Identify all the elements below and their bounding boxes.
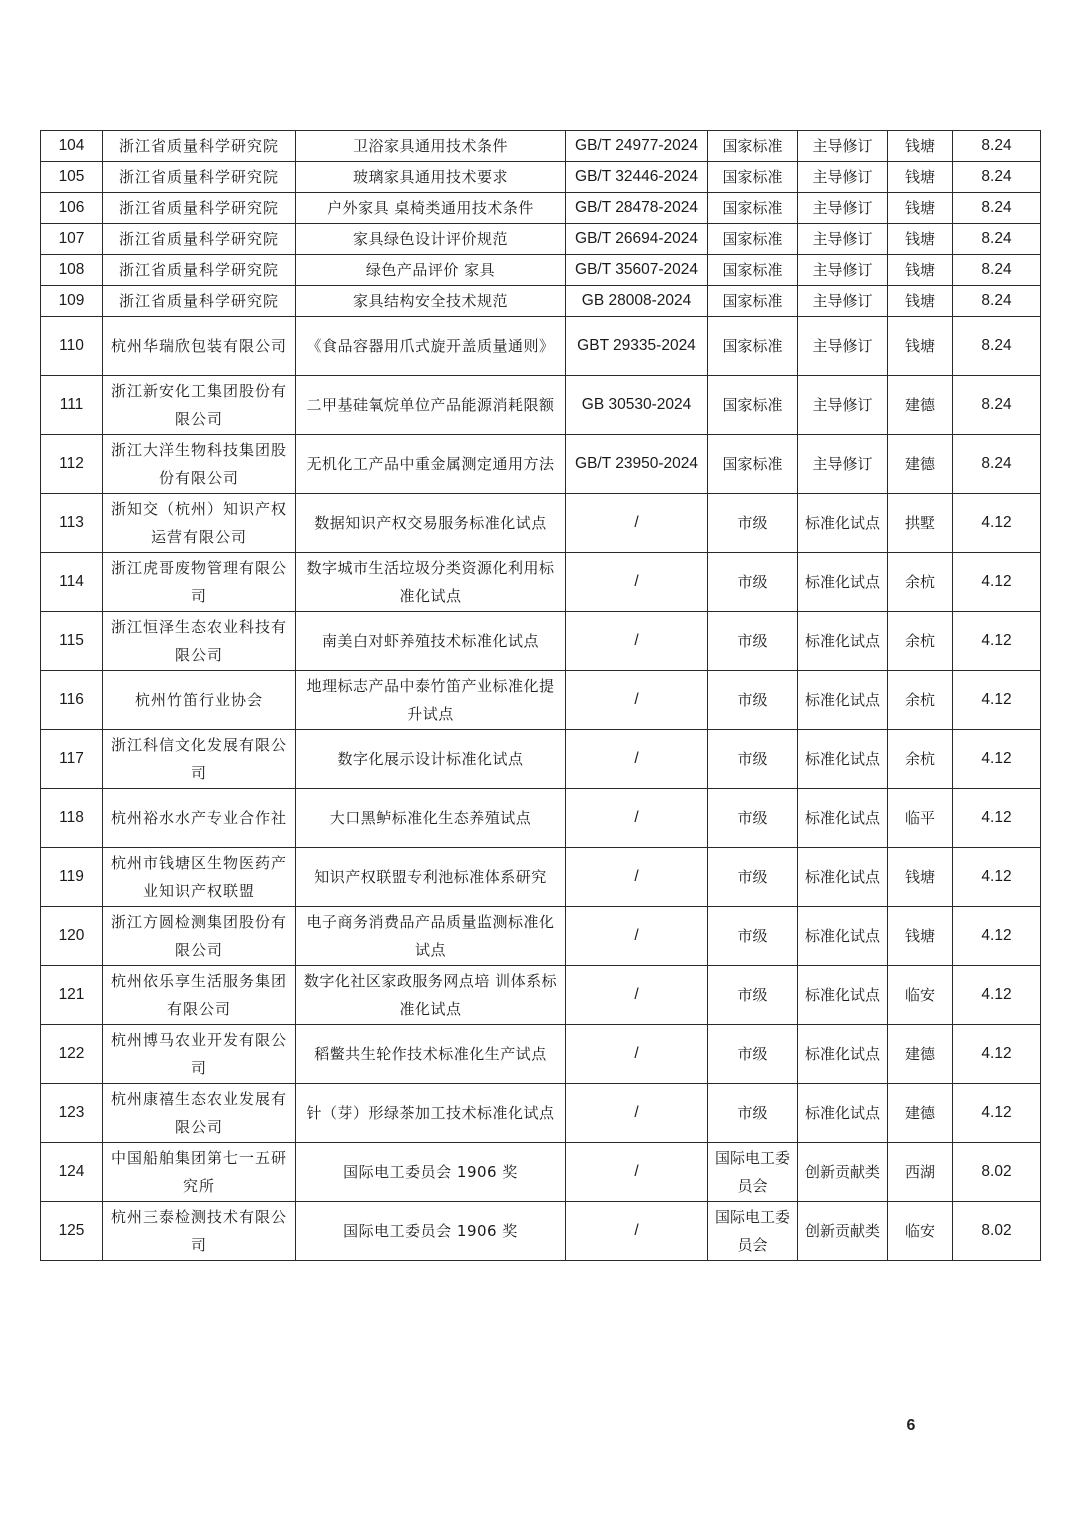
district-cell: 余杭 [888, 671, 953, 730]
organization-cell: 杭州竹笛行业协会 [103, 671, 296, 730]
organization-cell: 浙江虎哥废物管理有限公司 [103, 553, 296, 612]
district-cell: 余杭 [888, 553, 953, 612]
score-cell: 4.12 [953, 1025, 1041, 1084]
standard-code-cell: GB/T 32446-2024 [566, 162, 708, 193]
organization-cell: 浙江省质量科学研究院 [103, 193, 296, 224]
level-cell: 市级 [708, 553, 798, 612]
row-number: 118 [41, 789, 103, 848]
row-number: 106 [41, 193, 103, 224]
standard-code-cell: GB 28008-2024 [566, 286, 708, 317]
organization-cell: 中国船舶集团第七一五研究所 [103, 1143, 296, 1202]
table-row [41, 224, 1041, 255]
table-row [41, 730, 1041, 789]
level-cell: 国家标准 [708, 435, 798, 494]
score-cell: 8.02 [953, 1202, 1041, 1261]
standard-code-cell: GBT 29335-2024 [566, 317, 708, 376]
standard-code-cell: / [566, 1084, 708, 1143]
table-row [41, 907, 1041, 966]
title-cell: 针（芽）形绿茶加工技术标准化试点 [296, 1084, 566, 1143]
district-cell: 钱塘 [888, 193, 953, 224]
row-number: 116 [41, 671, 103, 730]
level-cell: 市级 [708, 966, 798, 1025]
organization-cell: 杭州华瑞欣包装有限公司 [103, 317, 296, 376]
district-cell: 钱塘 [888, 162, 953, 193]
table-row [41, 131, 1041, 162]
row-number: 125 [41, 1202, 103, 1261]
standard-code-cell: / [566, 1202, 708, 1261]
standard-code-cell: / [566, 907, 708, 966]
row-number: 111 [41, 376, 103, 435]
organization-cell: 杭州康禧生态农业发展有限公司 [103, 1084, 296, 1143]
level-cell: 市级 [708, 1084, 798, 1143]
title-cell: 数字城市生活垃圾分类资源化利用标准化试点 [296, 553, 566, 612]
organization-cell: 浙江恒泽生态农业科技有限公司 [103, 612, 296, 671]
score-cell: 8.24 [953, 435, 1041, 494]
score-cell: 4.12 [953, 612, 1041, 671]
row-number: 123 [41, 1084, 103, 1143]
title-cell: 大口黑鲈标准化生态养殖试点 [296, 789, 566, 848]
title-cell: 地理标志产品中泰竹笛产业标准化提升试点 [296, 671, 566, 730]
score-cell: 8.24 [953, 317, 1041, 376]
standard-code-cell: / [566, 671, 708, 730]
standard-code-cell: GB/T 28478-2024 [566, 193, 708, 224]
type-cell: 标准化试点 [798, 612, 888, 671]
level-cell: 国家标准 [708, 162, 798, 193]
title-cell: 玻璃家具通用技术要求 [296, 162, 566, 193]
row-number: 110 [41, 317, 103, 376]
type-cell: 标准化试点 [798, 1084, 888, 1143]
district-cell: 钱塘 [888, 317, 953, 376]
organization-cell: 浙江方圆检测集团股份有限公司 [103, 907, 296, 966]
row-number: 107 [41, 224, 103, 255]
type-cell: 主导修订 [798, 162, 888, 193]
type-cell: 标准化试点 [798, 1025, 888, 1084]
title-cell: 家具绿色设计评价规范 [296, 224, 566, 255]
type-cell: 主导修订 [798, 286, 888, 317]
score-cell: 4.12 [953, 553, 1041, 612]
table-row [41, 317, 1041, 376]
score-cell: 8.24 [953, 255, 1041, 286]
table-body [41, 131, 1041, 1261]
row-number: 119 [41, 848, 103, 907]
type-cell: 主导修订 [798, 376, 888, 435]
type-cell: 标准化试点 [798, 907, 888, 966]
level-cell: 市级 [708, 1025, 798, 1084]
level-cell: 国际电工委员会 [708, 1202, 798, 1261]
level-cell: 国家标准 [708, 131, 798, 162]
table-row [41, 1084, 1041, 1143]
row-number: 122 [41, 1025, 103, 1084]
organization-cell: 杭州依乐享生活服务集团有限公司 [103, 966, 296, 1025]
level-cell: 市级 [708, 789, 798, 848]
title-cell: 数据知识产权交易服务标准化试点 [296, 494, 566, 553]
title-cell: 户外家具 桌椅类通用技术条件 [296, 193, 566, 224]
title-cell: 数字化展示设计标准化试点 [296, 730, 566, 789]
level-cell: 国家标准 [708, 255, 798, 286]
type-cell: 创新贡献类 [798, 1143, 888, 1202]
district-cell: 西湖 [888, 1143, 953, 1202]
standard-code-cell: / [566, 789, 708, 848]
standard-code-cell: GB/T 23950-2024 [566, 435, 708, 494]
score-cell: 8.24 [953, 131, 1041, 162]
district-cell: 建德 [888, 1025, 953, 1084]
title-cell: 《食品容器用爪式旋开盖质量通则》 [296, 317, 566, 376]
table-row [41, 671, 1041, 730]
type-cell: 标准化试点 [798, 848, 888, 907]
district-cell: 拱墅 [888, 494, 953, 553]
standard-code-cell: / [566, 494, 708, 553]
standard-code-cell: / [566, 730, 708, 789]
row-number: 117 [41, 730, 103, 789]
table-row [41, 1143, 1041, 1202]
standard-code-cell: / [566, 1143, 708, 1202]
score-cell: 4.12 [953, 907, 1041, 966]
score-cell: 4.12 [953, 671, 1041, 730]
organization-cell: 浙江省质量科学研究院 [103, 255, 296, 286]
score-cell: 8.24 [953, 224, 1041, 255]
standard-code-cell: / [566, 848, 708, 907]
type-cell: 主导修订 [798, 193, 888, 224]
level-cell: 国家标准 [708, 193, 798, 224]
title-cell: 国际电工委员会 1906 奖 [296, 1143, 566, 1202]
table-row [41, 1202, 1041, 1261]
table-row [41, 494, 1041, 553]
type-cell: 主导修订 [798, 317, 888, 376]
standard-code-cell: / [566, 612, 708, 671]
table-row [41, 435, 1041, 494]
table-row [41, 612, 1041, 671]
table-row [41, 789, 1041, 848]
title-cell: 家具结构安全技术规范 [296, 286, 566, 317]
title-cell: 国际电工委员会 1906 奖 [296, 1202, 566, 1261]
title-cell: 稻鳖共生轮作技术标准化生产试点 [296, 1025, 566, 1084]
table-row [41, 553, 1041, 612]
organization-cell: 浙江新安化工集团股份有限公司 [103, 376, 296, 435]
district-cell: 钱塘 [888, 224, 953, 255]
organization-cell: 杭州三泰检测技术有限公司 [103, 1202, 296, 1261]
level-cell: 国家标准 [708, 224, 798, 255]
row-number: 115 [41, 612, 103, 671]
type-cell: 标准化试点 [798, 966, 888, 1025]
type-cell: 标准化试点 [798, 494, 888, 553]
organization-cell: 浙江省质量科学研究院 [103, 286, 296, 317]
row-number: 105 [41, 162, 103, 193]
district-cell: 钱塘 [888, 848, 953, 907]
standard-code-cell: / [566, 1025, 708, 1084]
type-cell: 标准化试点 [798, 789, 888, 848]
district-cell: 钱塘 [888, 131, 953, 162]
score-cell: 8.24 [953, 193, 1041, 224]
page-number: 6 [906, 1417, 916, 1434]
district-cell: 建德 [888, 1084, 953, 1143]
organization-cell: 杭州裕水水产专业合作社 [103, 789, 296, 848]
level-cell: 市级 [708, 730, 798, 789]
table-row [41, 193, 1041, 224]
type-cell: 主导修订 [798, 224, 888, 255]
score-cell: 4.12 [953, 1084, 1041, 1143]
organization-cell: 杭州市钱塘区生物医药产业知识产权联盟 [103, 848, 296, 907]
level-cell: 国家标准 [708, 376, 798, 435]
district-cell: 钱塘 [888, 255, 953, 286]
row-number: 113 [41, 494, 103, 553]
row-number: 108 [41, 255, 103, 286]
type-cell: 标准化试点 [798, 671, 888, 730]
level-cell: 国家标准 [708, 317, 798, 376]
organization-cell: 浙江科信文化发展有限公司 [103, 730, 296, 789]
score-cell: 4.12 [953, 848, 1041, 907]
title-cell: 卫浴家具通用技术条件 [296, 131, 566, 162]
row-number: 120 [41, 907, 103, 966]
table-row [41, 376, 1041, 435]
organization-cell: 杭州博马农业开发有限公司 [103, 1025, 296, 1084]
title-cell: 南美白对虾养殖技术标准化试点 [296, 612, 566, 671]
score-cell: 4.12 [953, 494, 1041, 553]
level-cell: 市级 [708, 907, 798, 966]
table-row [41, 162, 1041, 193]
type-cell: 标准化试点 [798, 553, 888, 612]
district-cell: 临平 [888, 789, 953, 848]
level-cell: 市级 [708, 848, 798, 907]
organization-cell: 浙江省质量科学研究院 [103, 162, 296, 193]
standards-table [40, 130, 1041, 1261]
title-cell: 二甲基硅氧烷单位产品能源消耗限额 [296, 376, 566, 435]
score-cell: 4.12 [953, 966, 1041, 1025]
district-cell: 临安 [888, 966, 953, 1025]
table-row [41, 966, 1041, 1025]
level-cell: 市级 [708, 671, 798, 730]
type-cell: 主导修订 [798, 435, 888, 494]
score-cell: 8.24 [953, 162, 1041, 193]
table-row [41, 286, 1041, 317]
score-cell: 8.02 [953, 1143, 1041, 1202]
title-cell: 无机化工产品中重金属测定通用方法 [296, 435, 566, 494]
level-cell: 市级 [708, 494, 798, 553]
standard-code-cell: GB/T 35607-2024 [566, 255, 708, 286]
organization-cell: 浙知交（杭州）知识产权运营有限公司 [103, 494, 296, 553]
standard-code-cell: GB/T 24977-2024 [566, 131, 708, 162]
level-cell: 市级 [708, 612, 798, 671]
row-number: 104 [41, 131, 103, 162]
organization-cell: 浙江大洋生物科技集团股份有限公司 [103, 435, 296, 494]
district-cell: 余杭 [888, 730, 953, 789]
score-cell: 4.12 [953, 789, 1041, 848]
row-number: 124 [41, 1143, 103, 1202]
row-number: 121 [41, 966, 103, 1025]
district-cell: 钱塘 [888, 286, 953, 317]
type-cell: 创新贡献类 [798, 1202, 888, 1261]
score-cell: 8.24 [953, 376, 1041, 435]
title-cell: 数字化社区家政服务网点培 训体系标准化试点 [296, 966, 566, 1025]
level-cell: 国际电工委员会 [708, 1143, 798, 1202]
table-row [41, 1025, 1041, 1084]
type-cell: 主导修订 [798, 255, 888, 286]
district-cell: 余杭 [888, 612, 953, 671]
district-cell: 钱塘 [888, 907, 953, 966]
score-cell: 8.24 [953, 286, 1041, 317]
row-number: 109 [41, 286, 103, 317]
organization-cell: 浙江省质量科学研究院 [103, 224, 296, 255]
district-cell: 建德 [888, 435, 953, 494]
organization-cell: 浙江省质量科学研究院 [103, 131, 296, 162]
type-cell: 标准化试点 [798, 730, 888, 789]
score-cell: 4.12 [953, 730, 1041, 789]
standard-code-cell: / [566, 553, 708, 612]
title-cell: 绿色产品评价 家具 [296, 255, 566, 286]
district-cell: 临安 [888, 1202, 953, 1261]
standard-code-cell: / [566, 966, 708, 1025]
level-cell: 国家标准 [708, 286, 798, 317]
standard-code-cell: GB/T 26694-2024 [566, 224, 708, 255]
type-cell: 主导修订 [798, 131, 888, 162]
district-cell: 建德 [888, 376, 953, 435]
title-cell: 电子商务消费品产品质量监测标准化试点 [296, 907, 566, 966]
standard-code-cell: GB 30530-2024 [566, 376, 708, 435]
table-row [41, 848, 1041, 907]
title-cell: 知识产权联盟专利池标准体系研究 [296, 848, 566, 907]
table-row [41, 255, 1041, 286]
row-number: 112 [41, 435, 103, 494]
row-number: 114 [41, 553, 103, 612]
